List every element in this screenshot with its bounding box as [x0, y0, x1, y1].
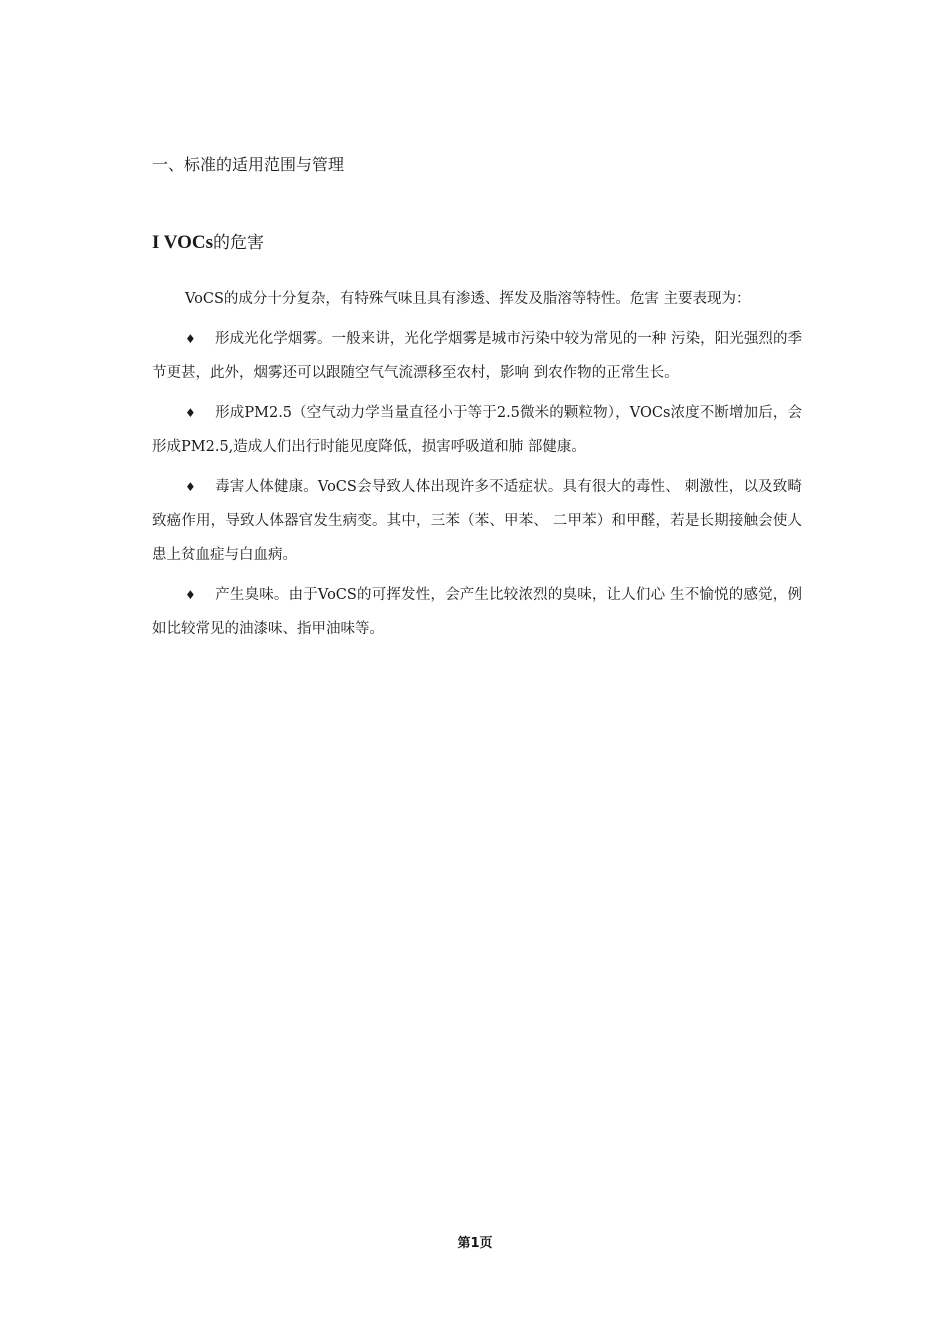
page-number: 第1页 [457, 1236, 493, 1251]
document-body [152, 150, 802, 646]
sub-heading-rest: 的危害 [213, 233, 265, 253]
diamond-bullet-icon: ♦ [185, 332, 196, 346]
bullet-text: 形成光化学烟雾。一般来讲，光化学烟雾是城市污染中较为常见的一种 污染，阳光强烈的季节更甚，此外，烟雾还可以跟随空气气流漂移至农村，影响 到农作物的正常生长。 [152, 331, 802, 381]
bullet-item-3 [152, 470, 802, 572]
bullet-item-1 [152, 322, 802, 390]
diamond-bullet-icon: ♦ [185, 406, 196, 420]
diamond-bullet-icon: ♦ [185, 480, 196, 494]
bullet-item-2 [152, 396, 802, 464]
sub-heading-term: I VOCs [152, 232, 214, 253]
bullet-text: 毒害人体健康。VoCS会导致人体出现许多不适症状。具有很大的毒性、 刺激性，以及致畸致癌作用，导致人体器官发生病变。其中，三苯（苯、甲苯、 二甲苯）和甲醛，若是长期接触会使人患上贫血症与白血病。 [152, 479, 802, 563]
intro-paragraph: VoCS的成分十分复杂，有特殊气味且具有渗透、挥发及脂溶等特性。危害 主要表现为： [185, 291, 751, 307]
sub-heading [152, 228, 802, 258]
bullet-item-4 [152, 578, 802, 646]
bullet-text: 产生臭味。由于VoCS的可挥发性，会产生比较浓烈的臭味，让人们心 生不愉悦的感觉，例如比较常见的油漆味、指甲油味等。 [152, 587, 802, 637]
diamond-bullet-icon: ♦ [185, 588, 196, 602]
section-heading: 一、标准的适用范围与管理 [152, 155, 345, 174]
bullet-text: 形成PM2.5（空气动力学当量直径小于等于2.5微米的颗粒物），VOCs浓度不断增加后，会形成PM2.5,造成人们出行时能见度降低，损害呼吸道和肺 部健康。 [152, 405, 802, 455]
